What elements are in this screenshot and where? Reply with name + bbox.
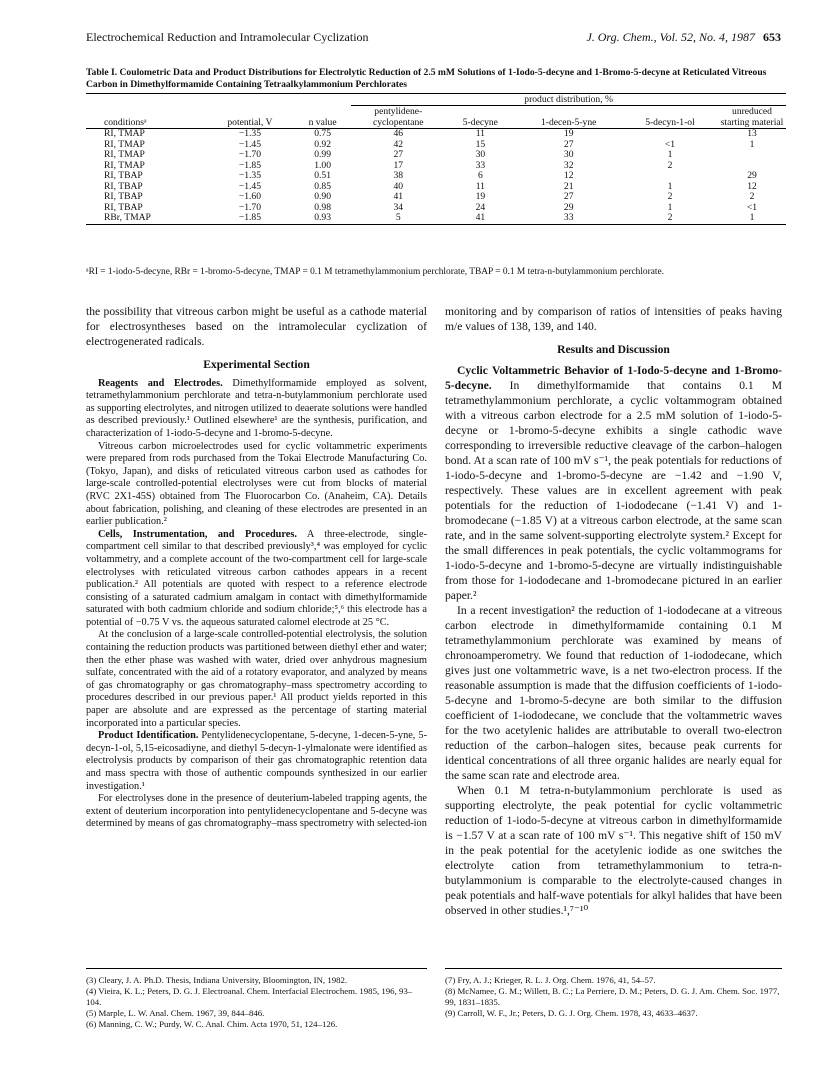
table-cell: RI, TBAP bbox=[104, 180, 143, 192]
table-cell: 24 bbox=[475, 201, 486, 213]
table-cell: 19 bbox=[563, 128, 574, 139]
table-cell: −1.60 bbox=[238, 191, 262, 202]
table-cell: 46 bbox=[393, 128, 404, 139]
table-cell: 0.99 bbox=[314, 149, 331, 160]
table-cell: <1 bbox=[746, 201, 758, 213]
section-title: Results and Discussion bbox=[557, 343, 670, 356]
table-row bbox=[86, 171, 786, 182]
reference: (4) Vieira, K. L.; Peters, D. G. J. Electroanal. Chem. Interfacial Electrochem. 1985, 196, 93–104. bbox=[86, 986, 413, 1007]
table-cell: 29 bbox=[563, 201, 574, 213]
table-cell: RI, TBAP bbox=[104, 170, 143, 181]
table-cell: 19 bbox=[475, 191, 486, 202]
table-cell: −1.85 bbox=[238, 212, 262, 223]
paragraph: At the conclusion of a large-scale controlled-potential electrolysis, the solution containing the reduction products was partitioned between diethyl ether and water; then the ether phase was washed with water, dried over anhydrous magnesium sulfate, concentrated with the aid of a rotatory evaporator, and analyzed by means of gas chromatography or gas chromatography–mass spectrometry according to procedures described in our previous paper.¹ All product yields reported in this paper are absolute and are expressed as the percentage of starting material incorporated into a particular species. bbox=[86, 629, 427, 729]
table-cell: 2 bbox=[667, 159, 673, 171]
table-cell: 34 bbox=[393, 201, 404, 213]
paragraph: For electrolyses done in the presence of deuterium-labeled trapping agents, the extent of deuterium incorporation into pentylidenecyclopentane and 5-decyne was determined by means of gas chromatography–mass spectrometry with selected-ion bbox=[86, 793, 427, 830]
table-cell: 27 bbox=[563, 138, 574, 150]
table-cell: −1.45 bbox=[238, 180, 262, 192]
col-header: unreduced starting material bbox=[720, 106, 784, 128]
table-cell bbox=[622, 129, 718, 140]
intro-paragraph: the possibility that vitreous carbon might be useful as a cathode material for electrosyntheses based on the intramolecular cyclization of electrogenerated radicals. bbox=[86, 305, 427, 348]
table-cell: RBr, TMAP bbox=[104, 212, 151, 223]
table-cell: −1.35 bbox=[238, 170, 262, 181]
table-cell: 0.90 bbox=[314, 191, 331, 202]
table-row bbox=[86, 192, 786, 203]
paragraph: Cells, Instrumentation, and Procedures. A three-electrode, single-compartment cell similar to that described previously³,⁴ was employed for cyclic voltammetry, and a complete account of the two-compartment cell for large-scale electrolyses with reticulated vitreous carbon cathodes appears in a recent publication.² All potentials are quoted with respect to a reference electrode consisting of a saturated cadmium amalgam in contact with dimethylformamide saturated with both cadmium chloride and sodium chloride;⁵,⁶ this electrode has a potential of −0.75 V vs. the aqueous saturated calomel electrode at 25 °C. bbox=[86, 528, 428, 628]
header-row bbox=[86, 106, 786, 129]
table-cell: 1 bbox=[667, 201, 673, 213]
table-row bbox=[86, 150, 786, 161]
table-row bbox=[86, 213, 786, 224]
table-cell: 1 bbox=[667, 149, 673, 160]
reference: (7) Fry, A. J.; Krieger, R. L. J. Org. Chem. 1976, 41, 54–57. bbox=[445, 975, 656, 985]
table-cell: 6 bbox=[477, 170, 483, 181]
paragraph: In a recent investigation² the reduction of 1-iododecane at a vitreous carbon electrode in dimethylformamide containing 0.1 M tetramethylammonium perchlorate was examined by means of chronoamperometry. We found that reduction of 1-iododecane, which gives just one voltammetric wave, is a net two-electron process. If the reasonable assumption is made that the diffusion coefficients of 1-iodo-5-decyne and 1-bromo-5-decyne are both similar to the diffusion coefficient of 1-iododecane, we conclude that the voltammetric waves for the two acetylenic halides are attributable to overall two-electron reduction of the carbon–halogen sites, because peak currents for identical concentrations of all three organic halides are nearly equal for the same scan rate and electrode area. bbox=[445, 603, 782, 782]
table-cell: 40 bbox=[393, 180, 404, 192]
table-cell: 12 bbox=[563, 170, 574, 181]
running-header bbox=[86, 30, 781, 48]
reference: (3) Cleary, J. A. Ph.D. Thesis, Indiana University, Bloomington, IN, 1982. bbox=[86, 975, 348, 985]
running-title: Electrochemical Reduction and Intramolecular Cyclization bbox=[86, 30, 369, 44]
section-title: Experimental Section bbox=[203, 358, 310, 371]
table-footnote: ᵃRI = 1-iodo-5-decyne, RBr = 1-bromo-5-decyne, TMAP = 0.1 M tetramethylammonium perchlorate, TBAP = 0.1 M tetra-n-butylammonium perchlorate. bbox=[86, 267, 665, 277]
journal-name: J. Org. Chem., Vol. 52, No. 4, 1987 bbox=[586, 30, 755, 44]
col-header: 5-decyn-1-ol bbox=[645, 117, 695, 128]
table-cell: −1.70 bbox=[238, 149, 262, 160]
table-cell: RI, TMAP bbox=[104, 128, 145, 139]
col-header: conditionsᵃ bbox=[104, 117, 147, 128]
table-cell: 42 bbox=[393, 138, 404, 150]
table-cell: 2 bbox=[667, 212, 673, 223]
table-cell: 0.98 bbox=[314, 201, 331, 213]
page-number: 653 bbox=[763, 30, 781, 44]
table-cell: 12 bbox=[747, 180, 757, 192]
reference: (9) Carroll, W. F., Jr.; Peters, D. G. J. Org. Chem. 1978, 43, 4633–4637. bbox=[445, 1008, 698, 1018]
col-header: pentylidene-cyclopentane bbox=[372, 106, 424, 128]
reference: (6) Manning, C. W.; Purdy, W. C. Anal. Chim. Acta 1970, 51, 124–126. bbox=[86, 1019, 338, 1029]
paragraph: Cyclic Voltammetric Behavior of 1-Iodo-5-decyne and 1-Bromo-5-decyne. In dimethylformamide that contains 0.1 M tetramethylammonium perchlorate, a cyclic voltammogram obtained with a vitreous carbon electrode for a 2.5 mM solution of 1-iodo-5-decyne or 1-bromo-5-decyne exhibits a single cathodic wave corresponding to irreversible reductive cleavage of the carbon–halogen bond. At a scan rate of 100 mV s⁻¹, the peak potentials for reductions of 1-iodo-5-decyne and 1-bromo-5-decyne are −1.42 and −1.90 V, respectively. These values are in excellent agreement with peak potentials for the reduction of 1-iododecane (−1.41 V) and 1-bromodecane (−1.85 V) at a vitreous carbon electrode, at the same scan rate, and in the same solvent-supporting electrolyte system.² Except for the small differences in peak potentials, the cyclic voltammograms for 1-iodo-5-decyne and 1-bromo-5-decyne are virtually indistinguishable from those for 1-iododecane and 1-bromodecane pictured in an earlier paper.² bbox=[445, 363, 782, 602]
table-cell: 1 bbox=[667, 180, 673, 192]
table-cell: 30 bbox=[563, 149, 574, 160]
table-cell: 27 bbox=[563, 191, 574, 202]
table-cell: −1.35 bbox=[238, 128, 262, 139]
table-cell: 30 bbox=[475, 149, 486, 160]
table-cell: 21 bbox=[563, 180, 574, 192]
data-table bbox=[86, 93, 786, 225]
paragraph: Product Identification. Pentylidenecyclopentane, 5-decyne, 1-decen-5-yne, 5-decyn-1-ol, 5,15-eicosadiyne, and diethyl 5-decyn-1-ylmalonate were identified as electrolysis products by comparison of their gas chromatographic retention data and mass spectra with those of authentic compounds synthesized in our earlier investigation.¹ bbox=[86, 730, 427, 792]
paragraph: When 0.1 M tetra-n-butylammonium perchlorate is used as supporting electrolyte, the peak potential for cyclic voltammetric reduction of 1-iodo-5-decyne at vitreous carbon in dimethylformamide is −1.57 V at a scan rate of 100 mV s⁻¹. This negative shift of 150 mV in the peak potential for the acetylenic iodide as one switches the electrolyte cation from tetramethylammonium to tetra-n-butylammonium is comparable to the electrolyte-caused changes in peak potentials and half-wave potentials for alkyl halides that have been observed in other studies.¹,⁷⁻¹⁰ bbox=[445, 783, 782, 917]
journal-citation bbox=[586, 30, 781, 45]
table-cell: 0.92 bbox=[314, 138, 331, 150]
table-cell: 27 bbox=[393, 149, 404, 160]
paragraph: Vitreous carbon microelectrodes used for cyclic voltammetric experiments were prepared from rods purchased from the Tokai Electrode Manufacturing Co. (Tokyo, Japan), and disks of reticulated vitreous carbon used as cathodes for large-scale controlled-potential electrolyses were cut from blocks of material (RVC 2X1-45S) obtained from The Fluorocarbon Co. (Anaheim, CA). Details about fabrication, polishing, and cleaning of these electrodes are presented in an earlier publication.² bbox=[86, 440, 427, 528]
references-left bbox=[86, 968, 427, 1030]
reference: (5) Marple, L. W. Anal. Chem. 1967, 39, 844–846. bbox=[86, 1008, 265, 1018]
table-cell: 0.51 bbox=[314, 170, 331, 181]
table-cell: 0.75 bbox=[314, 128, 331, 139]
group-header: product distribution, % bbox=[351, 94, 786, 106]
table-cell: RI, TBAP bbox=[104, 191, 143, 202]
table-caption: Table I. Coulometric Data and Product Distributions for Electrolytic Reduction of 2.5 mM Solutions of 1-Iodo-5-decyne and 1-Bromo-5-decyne at Reticulated Vitreous Carbon in Dimethylformamide Containing Tetraalkylammonium Perchlorates bbox=[86, 67, 767, 90]
table-cell: 0.85 bbox=[314, 180, 331, 192]
subsection-heading: Cyclic Voltammetric Behavior of 1-Iodo-5-decyne and 1-Bromo-5-decyne. bbox=[445, 363, 782, 392]
table-cell: −1.45 bbox=[238, 138, 262, 150]
table-cell: −1.70 bbox=[238, 201, 262, 213]
table-row bbox=[86, 203, 786, 214]
table-row bbox=[86, 182, 786, 193]
table-cell: 33 bbox=[563, 212, 574, 223]
table-cell: 1 bbox=[749, 212, 755, 223]
references-right bbox=[445, 968, 782, 1019]
table-cell: 41 bbox=[475, 212, 486, 223]
table-cell: 32 bbox=[563, 159, 574, 171]
left-column bbox=[86, 304, 427, 831]
table-cell: 2 bbox=[749, 191, 755, 202]
table-cell: RI, TMAP bbox=[104, 159, 145, 171]
table-cell: 1 bbox=[749, 138, 755, 150]
right-column bbox=[445, 304, 782, 918]
intro-paragraph: monitoring and by comparison of ratios of intensities of peaks having m/e values of 138, 139, and 140. bbox=[445, 305, 782, 333]
col-header: potential, V bbox=[227, 117, 273, 128]
table-cell: 29 bbox=[747, 170, 757, 181]
table-cell: −1.85 bbox=[238, 159, 262, 171]
table-cell: 13 bbox=[747, 128, 757, 139]
table-cell: 11 bbox=[475, 180, 485, 192]
table-cell: 2 bbox=[667, 191, 673, 202]
col-header: 5-decyne bbox=[462, 117, 498, 128]
table-cell: 0.93 bbox=[314, 212, 331, 223]
table-cell: 11 bbox=[475, 128, 485, 139]
table-row bbox=[86, 129, 786, 140]
table-cell: RI, TBAP bbox=[104, 201, 143, 213]
table-cell: 41 bbox=[393, 191, 404, 202]
table-row bbox=[86, 140, 786, 151]
table-cell bbox=[622, 171, 718, 182]
table-cell bbox=[718, 150, 786, 161]
table-cell: 5 bbox=[395, 212, 401, 223]
table-cell: 1.00 bbox=[314, 159, 331, 171]
table-row bbox=[86, 161, 786, 172]
table-cell: RI, TMAP bbox=[104, 149, 145, 160]
table-cell: RI, TMAP bbox=[104, 138, 145, 150]
table-cell: 17 bbox=[393, 159, 404, 171]
col-header: 1-decen-5-yne bbox=[541, 117, 597, 128]
paragraph: Reagents and Electrodes. Dimethylformamide employed as solvent, tetramethylammonium perchlorate and tetra-n-butylammonium perchlorate used as supporting electrolytes, and nitrogen utilized to deaerate solutions were handled as described previously.¹ Outlined elsewhere¹ are the synthesis, purification, and characterization of 1-iodo-5-decyne and 1-bromo-5-decyne. bbox=[86, 377, 428, 439]
reference: (8) McNamee, G. M.; Willett, B. C.; La Perriere, D. M.; Peters, D. G. J. Am. Chem. Soc. 1977, 99, 1831–1835. bbox=[445, 986, 780, 1007]
col-header: n value bbox=[308, 117, 337, 128]
table-cell: <1 bbox=[664, 138, 676, 150]
table-cell: 15 bbox=[475, 138, 486, 150]
table-cell: 33 bbox=[475, 159, 486, 171]
table-cell: 38 bbox=[393, 170, 404, 181]
